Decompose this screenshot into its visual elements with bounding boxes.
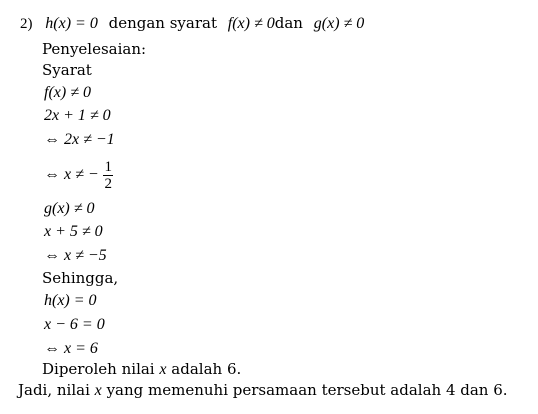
conclusion-prefix: Jadi, nilai — [18, 381, 90, 399]
f-step-3-prefix: ⇔ x ≠ − — [44, 166, 99, 183]
f-step-3 — [44, 156, 113, 193]
result-line — [42, 359, 241, 380]
syarat-label: Syarat — [42, 61, 92, 79]
conclusion-variable: x — [94, 382, 102, 399]
condition-g-math: g(x) ≠ 0 — [313, 15, 365, 32]
condition-f-math: f(x) ≠ 0 — [227, 15, 275, 32]
fraction-numerator: 1 — [104, 158, 112, 175]
solution-heading: Penyelesaian: — [42, 40, 147, 58]
h-step-2: ⇔ x = 6 — [44, 340, 98, 357]
result-prefix: Diperoleh nilai — [42, 360, 155, 378]
conclusion-line — [18, 380, 508, 401]
connector-text: dan — [274, 14, 303, 32]
conclusion-suffix: yang memenuhi persamaan tersebut adalah 4 dan 6. — [106, 381, 508, 399]
problem-line — [20, 13, 364, 34]
sehingga-label: Sehingga, — [42, 269, 119, 287]
problem-number: 2) — [20, 16, 33, 32]
f-condition: f(x) ≠ 0 — [44, 84, 91, 101]
g-condition: g(x) ≠ 0 — [44, 200, 95, 217]
g-step-1: x + 5 ≠ 0 — [44, 223, 103, 240]
h-step-1: x − 6 = 0 — [44, 316, 105, 333]
f-step-2: ⇔ 2x ≠ −1 — [44, 131, 115, 148]
result-suffix: adalah 6. — [171, 360, 242, 378]
statement-math: h(x) = 0 — [45, 15, 98, 32]
fraction — [103, 159, 113, 192]
f-step-1: 2x + 1 ≠ 0 — [44, 107, 111, 124]
fraction-denominator: 2 — [104, 175, 112, 192]
result-variable: x — [159, 361, 167, 378]
statement-text: dengan syarat — [108, 14, 217, 32]
g-step-2: ⇔ x ≠ −5 — [44, 247, 107, 264]
h-condition: h(x) = 0 — [44, 292, 97, 309]
